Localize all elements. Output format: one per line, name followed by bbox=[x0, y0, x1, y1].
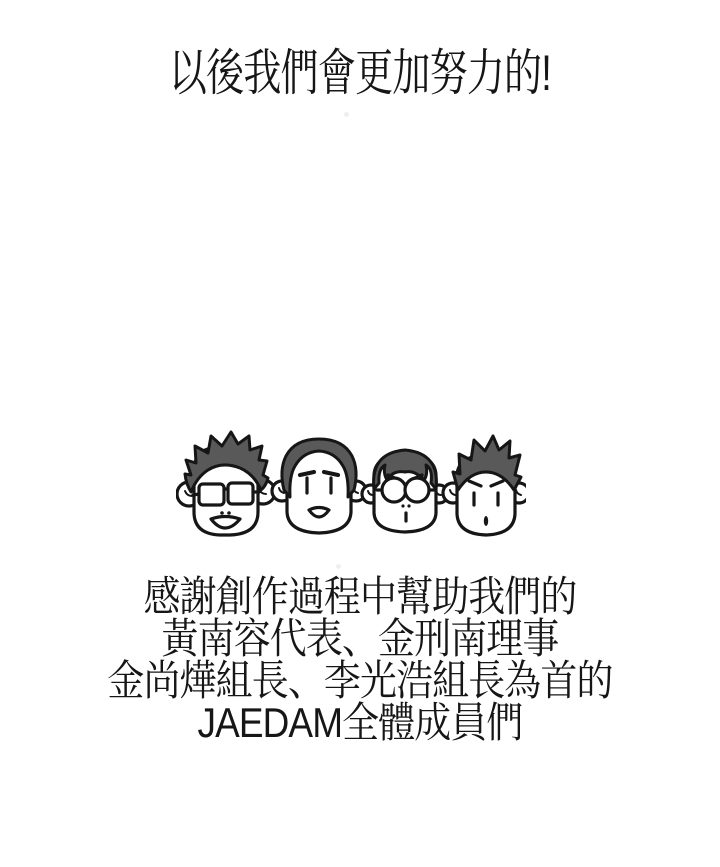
credits-line-4: JAEDAM全體成員們 bbox=[197, 699, 523, 746]
credits-line-3: 金尚燁組長、李光浩組長為首的 bbox=[107, 657, 613, 704]
credits-line-2: 黃南容代表、金刑南理事 bbox=[161, 615, 559, 662]
credits-line-1: 感謝創作過程中幫助我們的 bbox=[143, 573, 577, 620]
member-face-2-icon bbox=[272, 439, 366, 533]
credits-text bbox=[0, 573, 720, 746]
faint-smudge-dot bbox=[336, 564, 341, 569]
faint-smudge-dot bbox=[344, 112, 349, 117]
member-face-4-icon bbox=[443, 436, 526, 535]
team-faces-illustration bbox=[176, 426, 526, 550]
page-title: 以後我們會更加努力的! bbox=[168, 45, 552, 101]
member-face-3-icon bbox=[362, 450, 448, 532]
member-face-1-icon bbox=[177, 432, 275, 535]
